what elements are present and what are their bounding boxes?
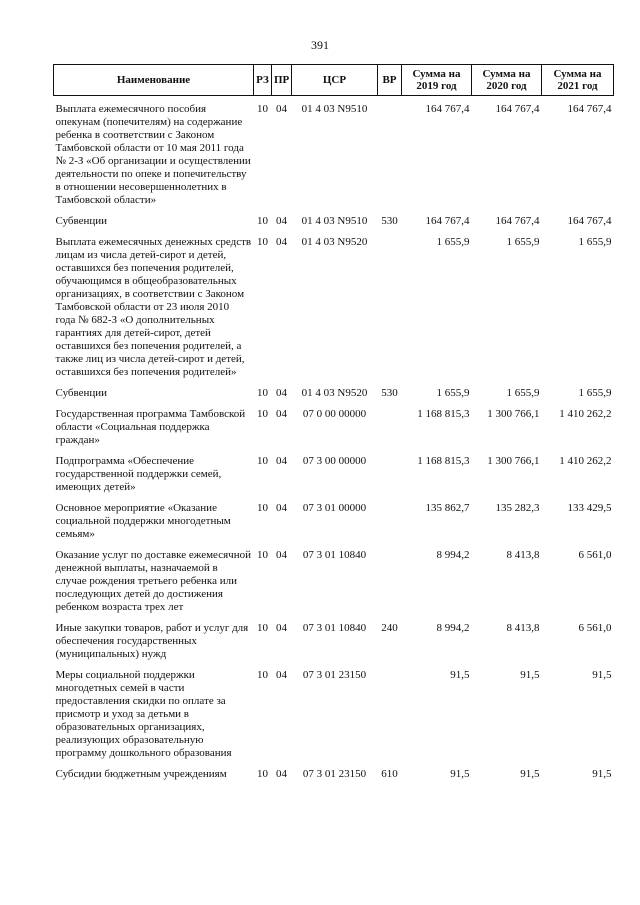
row-pr: 04 [276, 669, 287, 681]
table-header-row [54, 65, 614, 96]
header-name: Наименование [54, 65, 254, 96]
table-row [54, 102, 614, 208]
table-row [54, 501, 614, 542]
row-vr [378, 501, 402, 542]
row-csr: 01 4 03 N9520 [301, 236, 368, 248]
row-sum-2019: 1 168 815,3 [417, 455, 470, 467]
row-vr: 240 [381, 622, 398, 634]
row-pr: 04 [276, 387, 287, 399]
table-row [54, 767, 614, 782]
row-csr: 01 4 03 N9510 [301, 103, 368, 115]
row-sum-2021: 6 561,0 [578, 549, 612, 561]
row-csr: 07 3 01 00000 [302, 502, 367, 514]
row-sum-2020: 1 655,9 [506, 236, 540, 248]
row-sum-2019: 164 767,4 [425, 215, 470, 227]
row-vr: 530 [381, 215, 398, 227]
row-sum-2021: 164 767,4 [567, 215, 612, 227]
row-sum-2020: 1 300 766,1 [487, 455, 540, 467]
row-name: Выплата ежемесячных денежных средств лицам из числа детей-сирот и детей, оставшихся без попечения родителей, обучающимся в общеобразовательных организациях, в соответствии с Законом Тамбовской области от 23 июля 2010 года № 682-З «О дополнительных гарантиях для детей-сирот, детей оставшихся без попечения родителей, а также лиц из числа детей-сирот и детей, оставшихся без попечения родителей» [55, 236, 252, 378]
row-sum-2019: 91,5 [450, 768, 470, 780]
header-rz: РЗ [254, 65, 272, 96]
row-csr: 07 3 01 23150 [302, 768, 367, 780]
row-vr [378, 454, 402, 495]
row-vr: 610 [381, 768, 398, 780]
row-rz: 10 [257, 455, 268, 467]
row-rz: 10 [257, 215, 268, 227]
row-pr: 04 [276, 549, 287, 561]
page-number: 391 [311, 38, 329, 52]
row-sum-2021: 1 410 262,2 [559, 455, 612, 467]
row-sum-2020: 8 413,8 [506, 622, 540, 634]
row-sum-2020: 91,5 [520, 669, 540, 681]
row-sum-2019: 1 168 815,3 [417, 408, 470, 420]
row-name: Иные закупки товаров, работ и услуг для обеспечения государственных (муниципальных) нужд [55, 622, 249, 660]
table-row [54, 548, 614, 615]
row-pr: 04 [276, 455, 287, 467]
row-rz: 10 [257, 408, 268, 420]
row-sum-2020: 1 300 766,1 [487, 408, 540, 420]
row-sum-2019: 1 655,9 [436, 387, 470, 399]
row-pr: 04 [276, 622, 287, 634]
row-name: Субвенции [55, 215, 108, 227]
row-pr: 04 [276, 236, 287, 248]
header-csr: ЦСР [292, 65, 378, 96]
row-csr: 07 3 01 10840 [302, 622, 367, 634]
row-sum-2019: 164 767,4 [425, 103, 470, 115]
row-name: Субсидии бюджетным учреждениям [55, 768, 227, 780]
row-name: Меры социальной поддержки многодетных семей в части предоставления скидки по оплате за присмотр и уход за детьми в образовательных организациях, реализующих образовательную программу дошкольного образования [55, 669, 232, 759]
table-row [54, 386, 614, 401]
table-body [54, 96, 614, 789]
row-sum-2020: 164 767,4 [495, 103, 540, 115]
header-pr: ПР [272, 65, 292, 96]
row-rz: 10 [257, 669, 268, 681]
row-name: Оказание услуг по доставке ежемесячной денежной выплаты, назначаемой в случае рождения третьего ребенка или последующих детей до достижения ребенком возраста трех лет [55, 549, 251, 613]
row-csr: 07 3 01 23150 [302, 669, 367, 681]
row-sum-2020: 1 655,9 [506, 387, 540, 399]
row-rz: 10 [257, 622, 268, 634]
table-row [54, 407, 614, 448]
row-sum-2021: 1 410 262,2 [559, 408, 612, 420]
row-rz: 10 [257, 549, 268, 561]
table-row [54, 454, 614, 495]
row-pr: 04 [276, 215, 287, 227]
row-csr: 01 4 03 N9520 [301, 387, 368, 399]
row-sum-2020: 91,5 [520, 768, 540, 780]
row-sum-2019: 8 994,2 [436, 549, 470, 561]
row-name: Субвенции [55, 387, 108, 399]
table-row [54, 214, 614, 229]
row-sum-2021: 1 655,9 [578, 236, 612, 248]
row-name: Выплата ежемесячного пособия опекунам (попечителям) на содержание ребенка в соответствии с Законом Тамбовской области от 10 мая 2011 года № 2-З «Об организации и осуществлении деятельности по опеке и попечительству в отношении несовершеннолетних в Тамбовской области» [55, 103, 251, 206]
row-sum-2021: 1 655,9 [578, 387, 612, 399]
header-sum-2019: Сумма на 2019 год [402, 65, 472, 96]
row-vr [378, 548, 402, 615]
budget-table [53, 64, 614, 788]
row-vr [378, 235, 402, 380]
row-sum-2019: 1 655,9 [436, 236, 470, 248]
row-csr: 07 3 00 00000 [302, 455, 367, 467]
row-vr [378, 407, 402, 448]
row-sum-2021: 133 429,5 [567, 502, 612, 514]
row-name: Государственная программа Тамбовской области «Социальная поддержка граждан» [55, 408, 246, 446]
row-sum-2021: 91,5 [592, 669, 612, 681]
row-sum-2021: 6 561,0 [578, 622, 612, 634]
row-pr: 04 [276, 408, 287, 420]
row-sum-2020: 8 413,8 [506, 549, 540, 561]
row-sum-2019: 91,5 [450, 669, 470, 681]
table-row [54, 235, 614, 380]
row-csr: 01 4 03 N9510 [301, 215, 368, 227]
row-rz: 10 [257, 236, 268, 248]
table-row [54, 621, 614, 662]
row-sum-2019: 135 862,7 [425, 502, 470, 514]
row-rz: 10 [257, 103, 268, 115]
row-vr: 530 [381, 387, 398, 399]
row-pr: 04 [276, 103, 287, 115]
row-pr: 04 [276, 768, 287, 780]
row-sum-2021: 91,5 [592, 768, 612, 780]
row-sum-2020: 135 282,3 [495, 502, 540, 514]
row-csr: 07 3 01 10840 [302, 549, 367, 561]
row-rz: 10 [257, 502, 268, 514]
row-rz: 10 [257, 768, 268, 780]
header-vr: ВР [378, 65, 402, 96]
table-row [54, 668, 614, 761]
row-sum-2021: 164 767,4 [567, 103, 612, 115]
row-sum-2019: 8 994,2 [436, 622, 470, 634]
row-pr: 04 [276, 502, 287, 514]
header-sum-2021: Сумма на 2021 год [542, 65, 614, 96]
header-sum-2020: Сумма на 2020 год [472, 65, 542, 96]
row-name: Подпрограмма «Обеспечение государственной поддержки семей, имеющих детей» [55, 455, 222, 493]
row-vr [378, 102, 402, 208]
row-name: Основное мероприятие «Оказание социальной поддержки многодетным семьям» [55, 502, 231, 540]
row-sum-2020: 164 767,4 [495, 215, 540, 227]
row-rz: 10 [257, 387, 268, 399]
row-csr: 07 0 00 00000 [302, 408, 367, 420]
row-vr [378, 668, 402, 761]
